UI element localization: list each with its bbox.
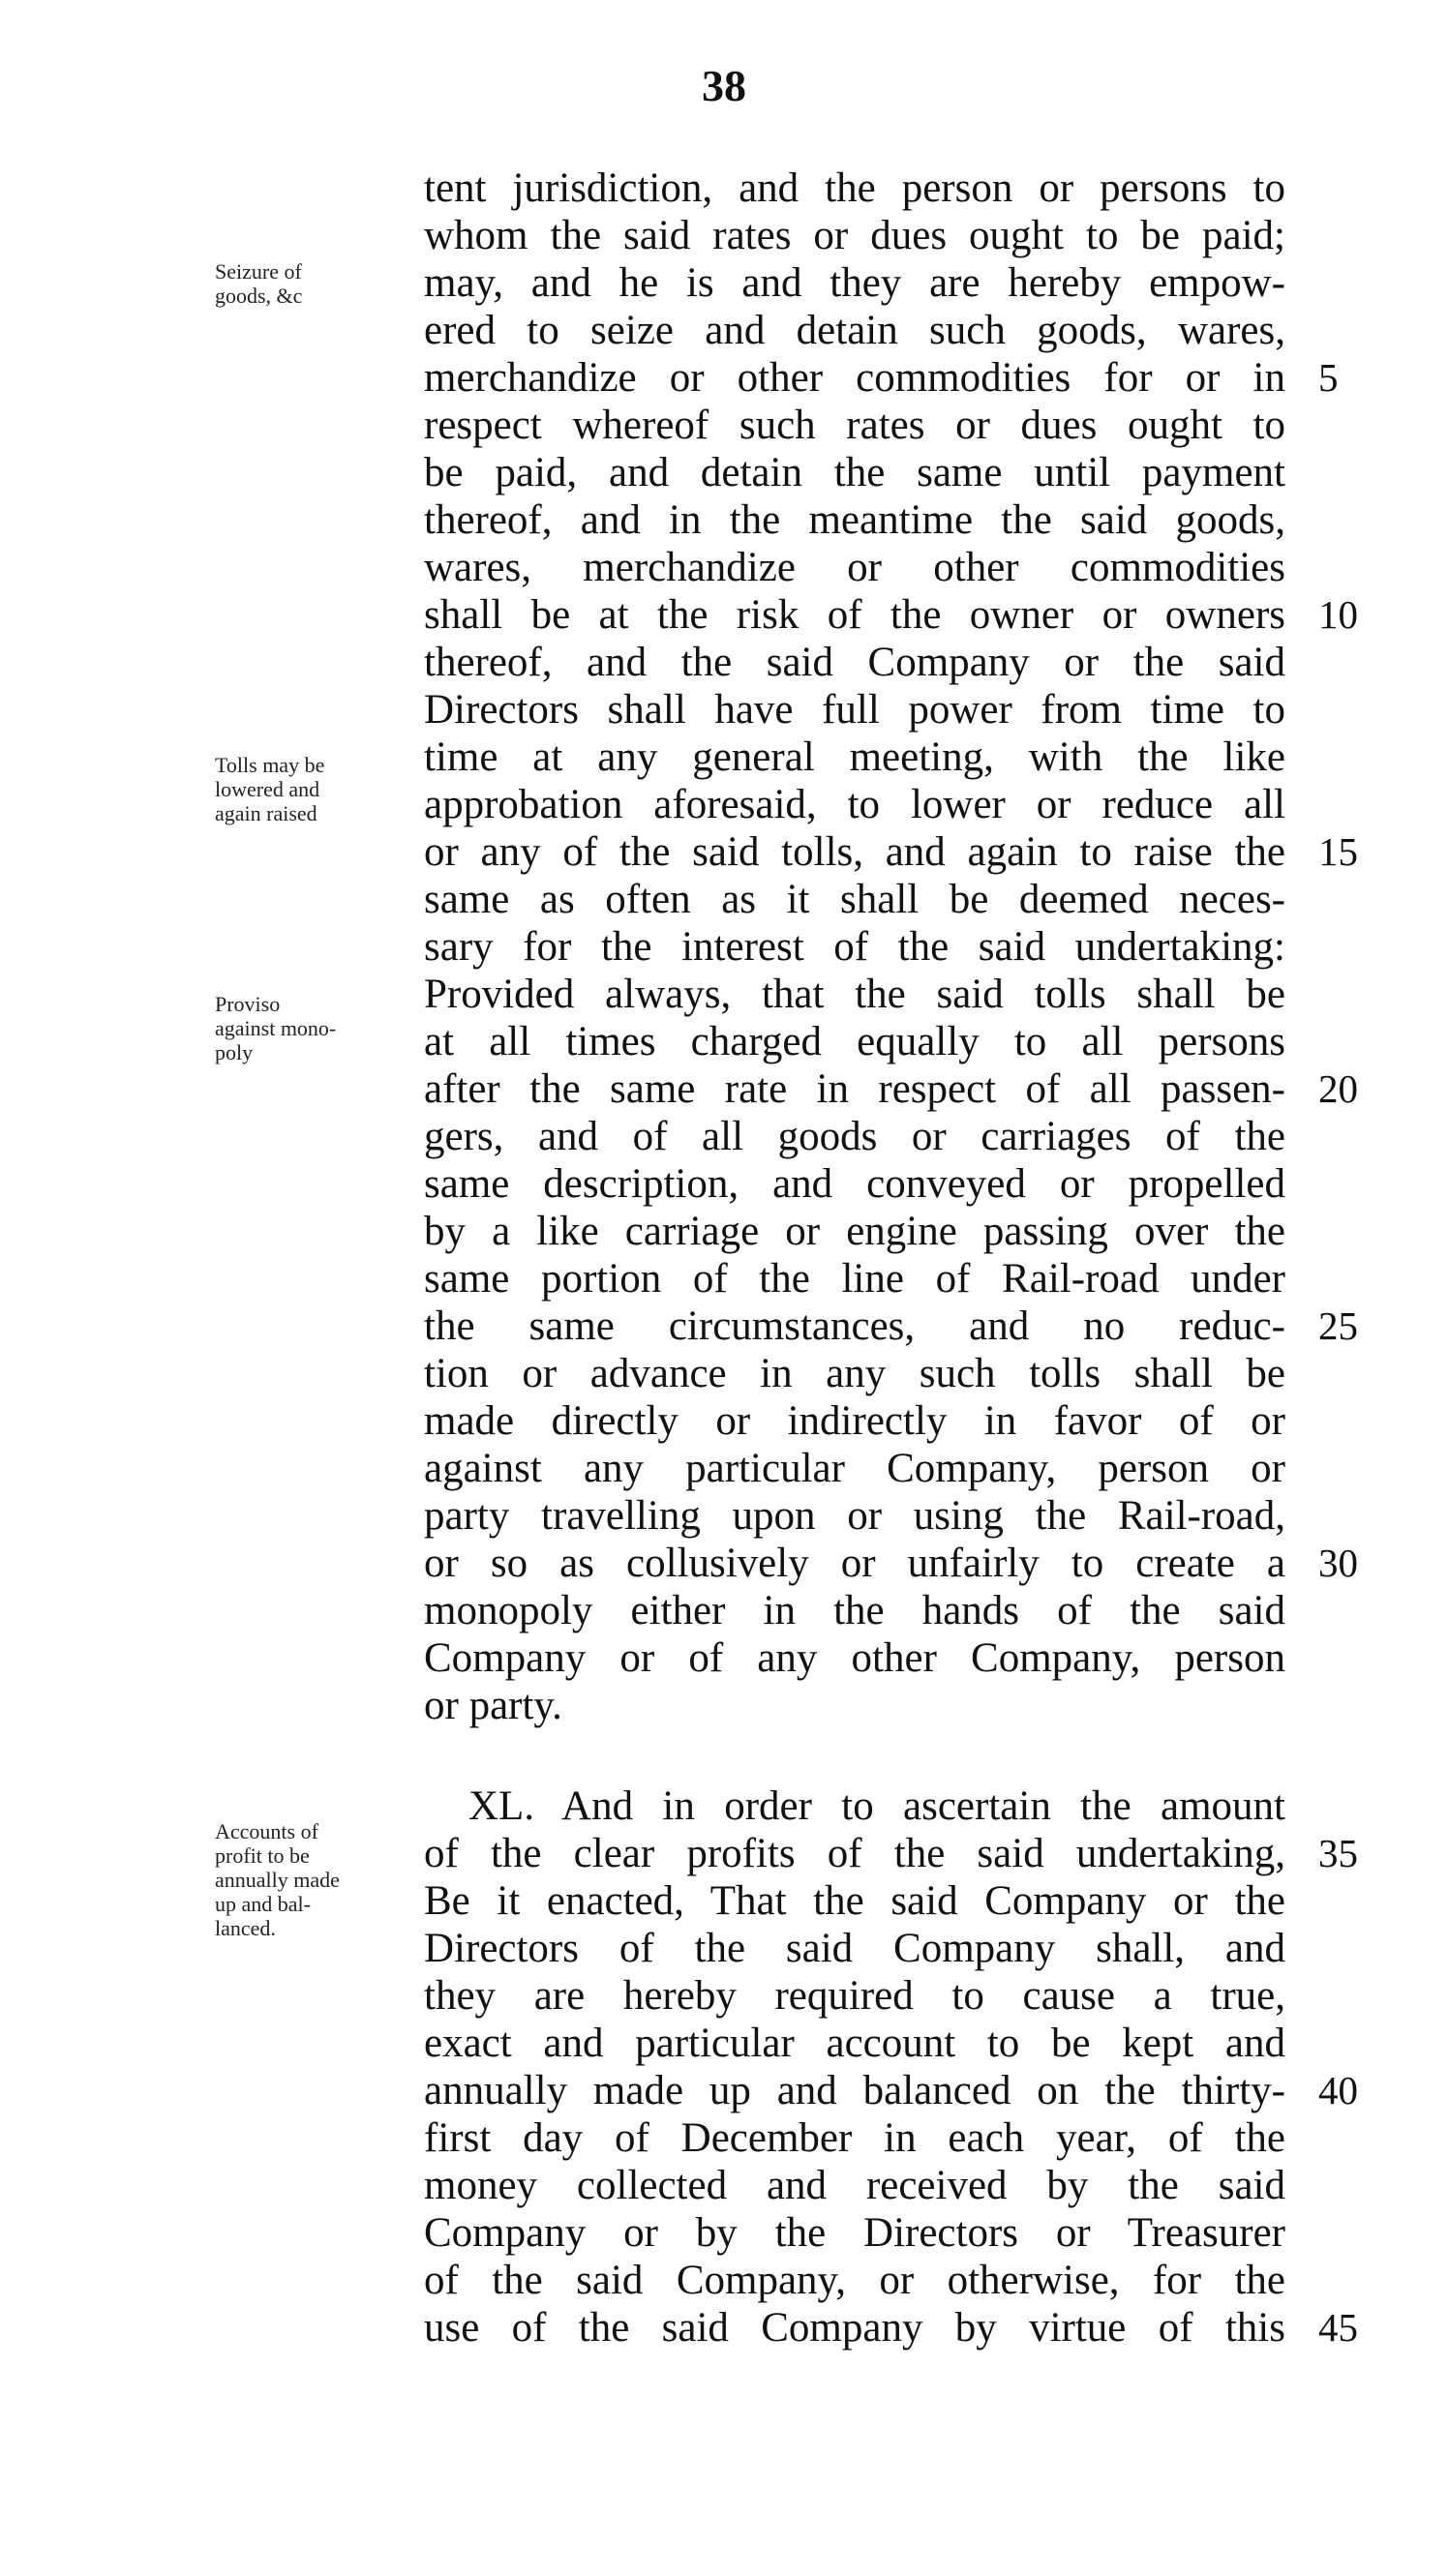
text-line: wares, merchandize or other commodities [424, 545, 1285, 590]
text-line: may, and he is and they are hereby empow- [424, 260, 1285, 306]
text-line: against any particular Company, person or [424, 1446, 1285, 1491]
text-line: be paid, and detain the same until payment [424, 450, 1285, 495]
text-line: exact and particular account to be kept and [424, 2021, 1285, 2066]
margin-note-line: annually made [215, 1868, 340, 1892]
text-line: the same circumstances, and no reduc- [424, 1303, 1285, 1349]
text-line: after the same rate in respect of all passen- [424, 1066, 1285, 1112]
margin-note-line: Proviso [215, 992, 281, 1016]
text-line: annually made up and balanced on the thirty- [424, 2068, 1285, 2113]
text-line: or so as collusively or unfairly to create a [424, 1541, 1285, 1586]
text-line: same description, and conveyed or propelled [424, 1161, 1285, 1207]
margin-note-line: poly [215, 1040, 254, 1064]
margin-note-line: Tolls may be [215, 753, 325, 777]
text-line: shall be at the risk of the owner or owners [424, 592, 1285, 638]
margin-note-line: Seizure of [215, 259, 302, 284]
text-line: Directors shall have full power from time to [424, 687, 1285, 733]
line-number: 15 [1318, 829, 1358, 874]
text-line: Be it enacted, That the said Company or the [424, 1878, 1285, 1924]
line-number: 35 [1318, 1831, 1358, 1875]
margin-note-line: profit to be [215, 1843, 310, 1868]
line-number: 25 [1318, 1303, 1358, 1348]
line-number: 30 [1318, 1541, 1358, 1585]
margin-note-line: Accounts of [215, 1819, 318, 1843]
text-line: tion or advance in any such tolls shall be [424, 1351, 1285, 1396]
text-line: or party. [424, 1683, 562, 1728]
line-number: 45 [1318, 2305, 1358, 2350]
text-line: thereof, and in the meantime the said goods, [424, 497, 1285, 543]
text-line: made directly or indirectly in favor of or [424, 1398, 1285, 1444]
margin-note-accounts [215, 1819, 413, 1940]
text-line: whom the said rates or dues ought to be paid; [424, 213, 1285, 258]
margin-note-line: up and bal- [215, 1892, 311, 1916]
text-line: same as often as it shall be deemed neces- [424, 877, 1285, 922]
text-line: first day of December in each year, of the [424, 2115, 1285, 2161]
text-line: party travelling upon or using the Rail-road, [424, 1493, 1285, 1539]
text-line: money collected and received by the said [424, 2163, 1285, 2208]
line-number: 10 [1318, 592, 1358, 637]
page-number: 38 [702, 61, 746, 110]
text-line: at all times charged equally to all persons [424, 1019, 1285, 1064]
text-line: they are hereby required to cause a true, [424, 1973, 1285, 2019]
margin-note-line: lanced. [215, 1916, 276, 1940]
margin-note-proviso [215, 992, 413, 1064]
line-number: 40 [1318, 2068, 1358, 2112]
text-line: same portion of the line of Rail-road under [424, 1256, 1285, 1302]
text-line: respect whereof such rates or dues ought to [424, 403, 1285, 448]
text-line: sary for the interest of the said undertaking: [424, 924, 1285, 970]
text-line: tent jurisdiction, and the person or persons to [424, 165, 1285, 211]
text-line: use of the said Company by virtue of this [424, 2305, 1285, 2351]
text-line: by a like carriage or engine passing over the [424, 1209, 1285, 1254]
text-line: Company or by the Directors or Treasurer [424, 2210, 1285, 2256]
text-line: of the clear profits of the said undertaking, [424, 1831, 1285, 1876]
text-line: of the said Company, or otherwise, for the [424, 2258, 1285, 2303]
text-line: time at any general meeting, with the like [424, 734, 1285, 780]
margin-note-line: lowered and [215, 777, 320, 801]
text-line: Company or of any other Company, person [424, 1635, 1285, 1681]
text-line: gers, and of all goods or carriages of the [424, 1114, 1285, 1159]
margin-note-tolls [215, 753, 413, 825]
text-line: merchandize or other commodities for or in [424, 355, 1285, 401]
text-line: or any of the said tolls, and again to raise the [424, 829, 1285, 875]
line-number: 20 [1318, 1066, 1358, 1111]
margin-note-line: goods, &c [215, 284, 303, 308]
text-line: ered to seize and detain such goods, wares, [424, 308, 1285, 353]
margin-note-line: against mono- [215, 1016, 337, 1040]
text-line: Provided always, that the said tolls shall be [424, 972, 1285, 1017]
margin-note-line: again raised [215, 801, 317, 825]
text-line: approbation aforesaid, to lower or reduce all [424, 782, 1285, 827]
text-line: Directors of the said Company shall, and [424, 1926, 1285, 1971]
text-line: XL. And in order to ascertain the amount [468, 1783, 1285, 1829]
line-number: 5 [1318, 355, 1339, 400]
text-line: monopoly either in the hands of the said [424, 1588, 1285, 1633]
text-line: thereof, and the said Company or the said [424, 640, 1285, 685]
margin-note-seizure [215, 259, 413, 308]
